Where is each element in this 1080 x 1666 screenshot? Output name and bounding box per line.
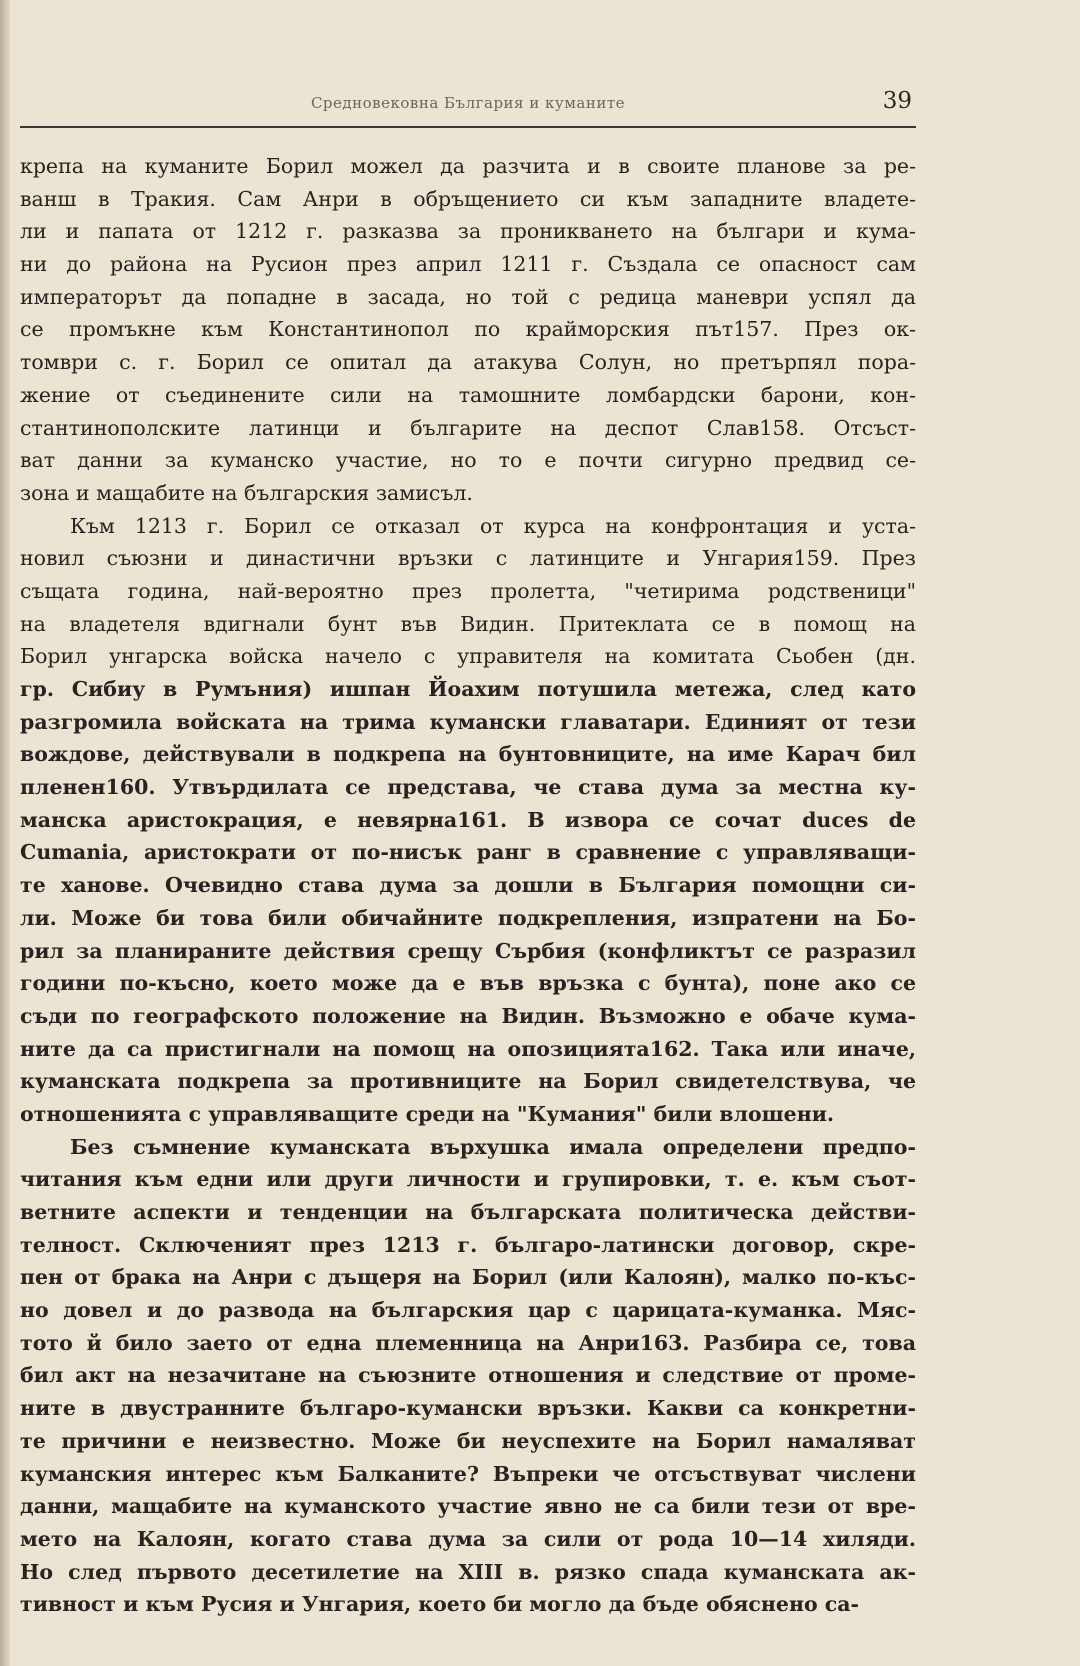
text-line: пен от брака на Анри с дъщеря на Борил (или Калоян), малко по-къс- bbox=[20, 1265, 916, 1290]
text-line: вождове, действували в подкрепа на бунтовниците, на име Карач бил bbox=[20, 742, 916, 767]
text-line: стантинополските латинци и българите на деспот Слав158. Отсъст- bbox=[20, 415, 916, 440]
text-line: зона и мащабите на българския замисъл. bbox=[20, 480, 473, 505]
text-line: Към 1213 г. Борил се отказал от курса на конфронтация и уста- bbox=[70, 513, 916, 538]
text-line: ванш в Тракия. Сам Анри в обръщението си към западните владете- bbox=[20, 186, 916, 211]
text-line: жение от съединените сили на тамошните ломбардски барони, кон- bbox=[20, 382, 916, 407]
text-line: години по-късно, което може да е във връзка с бунта), поне ако се bbox=[20, 971, 916, 996]
text-line: рил за планираните действия срещу Сърбия (конфликтът се разразил bbox=[20, 938, 916, 963]
text-line: те ханове. Очевидно става дума за дошли в България помощни си- bbox=[20, 873, 916, 898]
text-line: куманската подкрепа за противниците на Борил свидетелствува, че bbox=[20, 1069, 916, 1094]
text-line: ните в двустранните българо-кумански връзки. Какви са конкретни- bbox=[20, 1396, 916, 1421]
text-line: тото й било заето от една племенница на Анри163. Разбира се, това bbox=[20, 1330, 916, 1355]
paragraph-3 bbox=[20, 1131, 916, 1621]
text-line: ват данни за куманско участие, но то е почти сигурно предвид се- bbox=[20, 448, 916, 473]
page-header bbox=[20, 86, 916, 128]
text-line: съди по географското положение на Видин. Възможно е обаче кума- bbox=[20, 1003, 916, 1028]
text-line: ните да са пристигнали на помощ на опозицията162. Така или иначе, bbox=[20, 1036, 916, 1061]
text-line: те причини е неизвестно. Може би неуспехите на Борил намаляват bbox=[20, 1428, 916, 1453]
text-line: но довел и до развода на българския цар с царицата-куманка. Мяс- bbox=[20, 1298, 916, 1323]
text-line: Cumania, аристократи от по-нисък ранг в сравнение с управляващи- bbox=[20, 840, 916, 865]
page-number: 39 bbox=[882, 88, 912, 114]
paragraph-1 bbox=[20, 150, 916, 510]
text-line: ли. Може би това били обичайните подкрепления, изпратени на Бо- bbox=[20, 905, 916, 930]
text-line: Без съмнение куманската върхушка имала определени предпо- bbox=[70, 1134, 916, 1159]
book-spine-shadow bbox=[0, 0, 10, 1666]
running-title: Средновековна България и куманите bbox=[310, 94, 626, 112]
paragraph-2 bbox=[20, 510, 916, 1131]
text-line: куманския интерес към Балканите? Въпреки че отсъствуват числени bbox=[20, 1461, 916, 1486]
text-line: ли и папата от 1212 г. разказва за проникването на българи и кума- bbox=[20, 219, 916, 244]
text-line: на владетеля вдигнали бунт във Видин. Притеклата се в помощ на bbox=[20, 611, 916, 636]
text-line: разгромила войската на трима кумански главатари. Единият от тези bbox=[20, 709, 916, 734]
text-line: гр. Сибиу в Румъния) ишпан Йоахим потушила метежа, след като bbox=[20, 677, 916, 701]
text-line: същата година, най-вероятно през пролетта, "четирима родственици" bbox=[20, 578, 916, 603]
page-body bbox=[20, 150, 916, 1621]
text-line: мето на Калоян, когато става дума за сили от рода 10—14 хиляди. bbox=[20, 1526, 916, 1551]
text-line: ветните аспекти и тенденции на българската политическа действи- bbox=[20, 1200, 916, 1224]
text-line: ни до района на Русион през април 1211 г. Създала се опасност сам bbox=[20, 252, 916, 277]
text-line: новил съюзни и династични връзки с латинците и Унгария159. През bbox=[20, 546, 916, 571]
text-line: томври с. г. Борил се опитал да атакува Солун, но претърпял пора- bbox=[20, 350, 916, 375]
text-line: тивност и към Русия и Унгария, което би могло да бъде обяснено са- bbox=[20, 1592, 860, 1617]
text-line: пленен160. Утвърдилата се представа, че става дума за местна ку- bbox=[20, 775, 916, 800]
text-line: данни, мащабите на куманското участие явно не са били тези от вре- bbox=[20, 1494, 916, 1519]
text-line: императорът да попадне в засада, но той с редица маневри успял да bbox=[20, 284, 916, 309]
text-line: крепа на куманите Борил можел да разчита и в своите планове за ре- bbox=[20, 154, 916, 178]
text-line: телност. Сключеният през 1213 г. българо-латински договор, скре- bbox=[20, 1232, 916, 1257]
text-line: читания към едни или други личности и групировки, т. е. към съот- bbox=[20, 1167, 916, 1192]
text-line: манска аристокрация, е невярна161. В извора се сочат duces de bbox=[20, 807, 916, 832]
text-line: Борил унгарска войска начело с управителя на комитата Сьобен (дн. bbox=[20, 644, 916, 669]
text-line: отношенията с управляващите среди на "Кумания" били влошени. bbox=[20, 1101, 835, 1126]
text-line: бил акт на незачитане на съюзните отношения и следствие от проме- bbox=[20, 1363, 916, 1388]
text-line: се промъкне към Константинопол по крайморския път157. През ок- bbox=[20, 317, 916, 342]
text-line: Но след първото десетилетие на XIII в. рязко спада куманската ак- bbox=[20, 1559, 916, 1584]
